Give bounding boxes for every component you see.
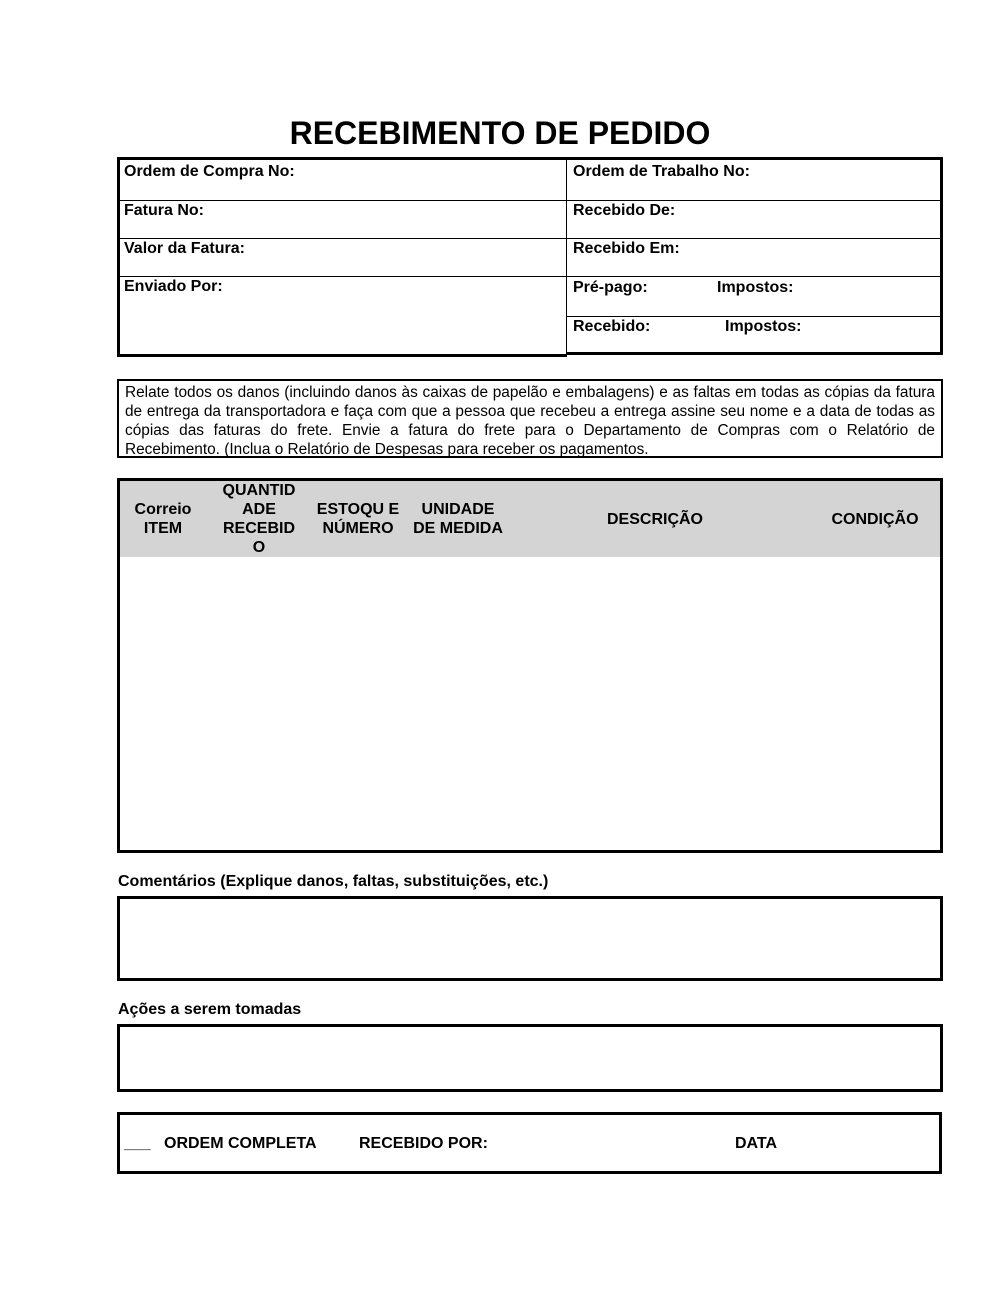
header-left-block	[117, 157, 567, 357]
purchase-order-field[interactable]	[120, 160, 566, 201]
invoice-number-field[interactable]	[120, 200, 566, 239]
page-title: RECEBIMENTO DE PEDIDO	[289, 115, 711, 151]
comments-label: Comentários (Explique danos, faltas, substituições, etc.)	[118, 873, 549, 890]
order-complete-label: ORDEM COMPLETA	[164, 1135, 317, 1152]
invoice-value-field[interactable]	[120, 238, 566, 277]
footer-box	[117, 1112, 942, 1174]
col-unit-of-measure: UNIDADE DE MEDIDA	[413, 501, 503, 537]
items-table-body[interactable]	[120, 557, 940, 850]
received-row[interactable]	[567, 316, 940, 352]
received-label: Recebido:	[573, 318, 651, 335]
shipped-by-field[interactable]	[120, 276, 566, 354]
header-right-block	[566, 157, 943, 355]
received-from-field[interactable]	[567, 200, 940, 239]
col-stock-number: ESTOQU E NÚMERO	[316, 501, 400, 537]
col-condition: CONDIÇÃO	[831, 510, 919, 528]
prepaid-label: Pré-pago:	[573, 279, 648, 296]
invoice-number-label: Fatura No:	[124, 202, 204, 219]
order-complete-checkbox[interactable]: ___	[124, 1135, 151, 1152]
prepaid-taxes-label: Impostos:	[717, 279, 794, 296]
prepaid-row[interactable]	[567, 276, 940, 317]
received-from-label: Recebido De:	[573, 202, 676, 219]
purchase-order-label: Ordem de Compra No:	[124, 163, 295, 180]
invoice-value-label: Valor da Fatura:	[124, 240, 245, 257]
col-item: Correio ITEM	[134, 501, 192, 537]
comments-box[interactable]	[117, 896, 943, 981]
actions-label: Ações a serem tomadas	[118, 1001, 302, 1018]
received-on-label: Recebido Em:	[573, 240, 680, 257]
work-order-label: Ordem de Trabalho No:	[573, 163, 750, 180]
work-order-field[interactable]	[567, 160, 940, 201]
items-table-header	[120, 481, 940, 557]
received-by-label: RECEBIDO POR:	[359, 1135, 488, 1152]
col-description: DESCRIÇÃO	[606, 510, 703, 528]
date-label: DATA	[735, 1135, 778, 1152]
col-quantity-received: QUANTID ADE RECEBID O	[222, 482, 296, 556]
actions-box[interactable]	[117, 1024, 943, 1092]
received-on-field[interactable]	[567, 238, 940, 277]
items-table	[117, 478, 943, 853]
instructions-text: Relate todos os danos (incluindo danos às caixas de papelão e embalagens) e as faltas em todas as cópias da fatura de entrega da transportadora e faça com que a pessoa que recebeu a entrega assine seu nome e a data de todas as cópias das faturas do frete. Envie a fatura do frete para o Departamento de Compras com o Relatório de Recebimento. (Inclua o Relatório de Despesas para receber os pagamentos.	[117, 379, 943, 458]
received-taxes-label: Impostos:	[725, 318, 802, 335]
shipped-by-label: Enviado Por:	[124, 278, 223, 295]
